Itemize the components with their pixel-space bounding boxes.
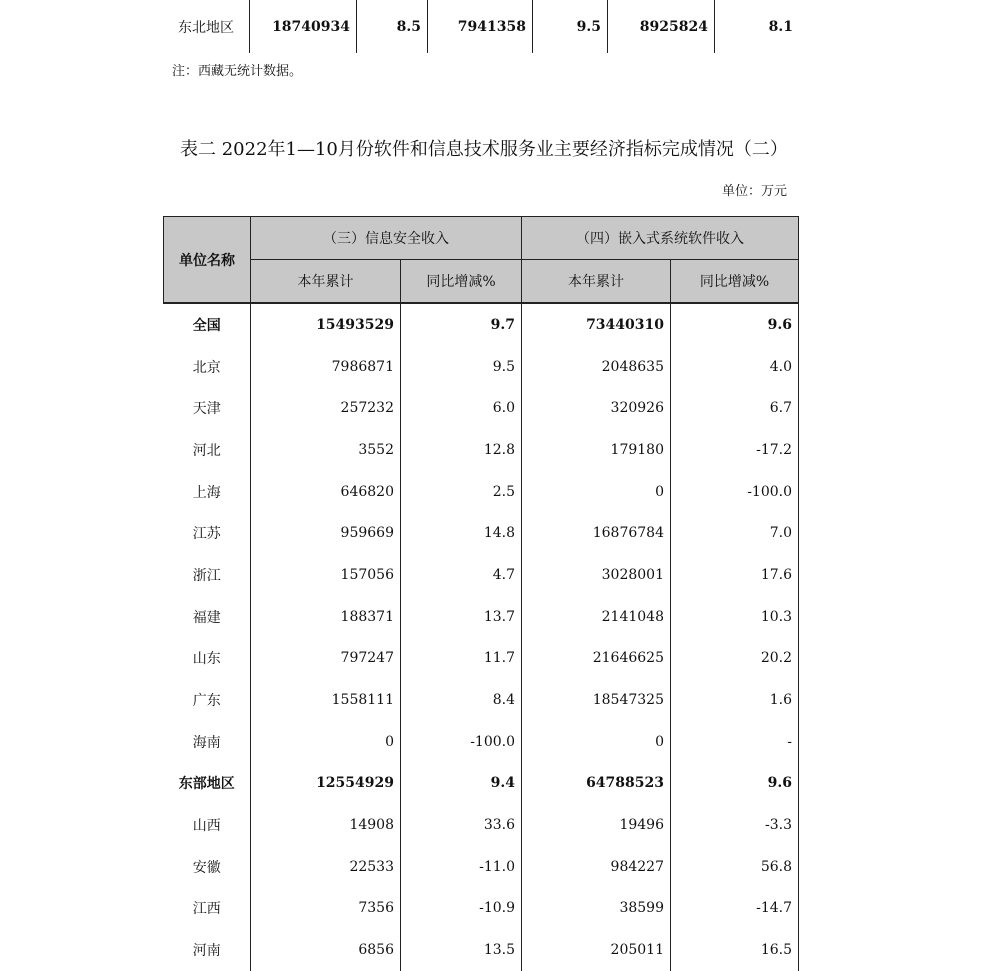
table-row [164, 346, 799, 388]
yoy-cell: -3.3 [671, 804, 799, 846]
yoy-cell: 13.7 [401, 596, 522, 638]
cumulative-cell: 0 [522, 721, 671, 763]
region-cell: 广东 [164, 679, 251, 721]
table-row [164, 303, 799, 346]
yoy-cell: -17.2 [671, 429, 799, 471]
yoy-cell: 9.4 [401, 763, 522, 805]
header-row-group [164, 217, 799, 260]
table-row [164, 512, 799, 554]
region-cell: 浙江 [164, 554, 251, 596]
region-cell: 北京 [164, 346, 251, 388]
region-cell: 福建 [164, 596, 251, 638]
yoy-cell: 13.5 [401, 929, 522, 971]
yoy-header: 同比增减% [671, 260, 799, 304]
unit-label: 单位：万元 [722, 184, 788, 199]
yoy-cell: -100.0 [401, 721, 522, 763]
cumulative-cell: 157056 [251, 554, 401, 596]
region-cell: 上海 [164, 471, 251, 513]
cumulative-cell: 16876784 [522, 512, 671, 554]
table-title: 表二 2022年1—10月份软件和信息技术服务业主要经济指标完成情况（二） [180, 139, 788, 160]
table-row [164, 721, 799, 763]
region-cell: 江苏 [164, 512, 251, 554]
yoy-cell: 10.3 [671, 596, 799, 638]
cumulative-cell: 22533 [251, 846, 401, 888]
region-header: 单位名称 [164, 217, 251, 304]
cumulative-cell: 3552 [251, 429, 401, 471]
yoy-cell: 6.7 [671, 387, 799, 429]
cumulative-cell: 0 [522, 471, 671, 513]
table-row [164, 804, 799, 846]
cumulative-cell: 6856 [251, 929, 401, 971]
yoy-cell: 9.5 [401, 346, 522, 388]
table-row [164, 763, 799, 805]
cumulative-cell: 179180 [522, 429, 671, 471]
yoy-cell: 17.6 [671, 554, 799, 596]
cumulative-header: 本年累计 [522, 260, 671, 304]
cumulative-cell: 188371 [251, 596, 401, 638]
yoy-cell: 14.8 [401, 512, 522, 554]
table-row [164, 554, 799, 596]
cumulative-cell: 21646625 [522, 638, 671, 680]
table-row [164, 846, 799, 888]
region-cell: 东北地区 [178, 19, 234, 36]
region-cell: 全国 [164, 303, 251, 346]
yoy-cell: 11.7 [401, 638, 522, 680]
yoy-cell: 9.7 [401, 303, 522, 346]
group-header-info-security: （三）信息安全收入 [251, 217, 522, 260]
cumulative-cell: 19496 [522, 804, 671, 846]
cumulative-cell: 12554929 [251, 763, 401, 805]
table-row [164, 679, 799, 721]
yoy-cell: -10.9 [401, 888, 522, 930]
yoy-cell: 8.4 [401, 679, 522, 721]
table-row [164, 596, 799, 638]
yoy-cell: 9.6 [671, 763, 799, 805]
value-cell: 9.5 [533, 0, 608, 53]
yoy-cell: 56.8 [671, 846, 799, 888]
table-row [164, 387, 799, 429]
yoy-cell: 1.6 [671, 679, 799, 721]
region-cell: 山西 [164, 804, 251, 846]
value-cell: 8925824 [608, 0, 715, 53]
region-cell: 天津 [164, 387, 251, 429]
group-header-embedded-software: （四）嵌入式系统软件收入 [522, 217, 799, 260]
table-body [164, 303, 799, 971]
region-cell: 海南 [164, 721, 251, 763]
cumulative-cell: 205011 [522, 929, 671, 971]
cumulative-header: 本年累计 [251, 260, 401, 304]
value-cell: 8.5 [357, 0, 428, 53]
cumulative-cell: 257232 [251, 387, 401, 429]
yoy-cell: 4.7 [401, 554, 522, 596]
region-cell: 安徽 [164, 846, 251, 888]
yoy-cell: -14.7 [671, 888, 799, 930]
cumulative-cell: 64788523 [522, 763, 671, 805]
header-row-sub [164, 260, 799, 304]
value-cell: 18740934 [250, 0, 357, 53]
cumulative-cell: 1558111 [251, 679, 401, 721]
cumulative-cell: 0 [251, 721, 401, 763]
table-row [164, 471, 799, 513]
yoy-cell: 7.0 [671, 512, 799, 554]
previous-table-fragment [163, 0, 799, 53]
cumulative-cell: 646820 [251, 471, 401, 513]
table-note: 注：西藏无统计数据。 [172, 64, 303, 79]
cumulative-cell: 2141048 [522, 596, 671, 638]
region-cell: 东部地区 [164, 763, 251, 805]
yoy-cell: 12.8 [401, 429, 522, 471]
cumulative-cell: 959669 [251, 512, 401, 554]
cumulative-cell: 3028001 [522, 554, 671, 596]
yoy-cell: 2.5 [401, 471, 522, 513]
table-row [164, 638, 799, 680]
table-row [164, 429, 799, 471]
cumulative-cell: 15493529 [251, 303, 401, 346]
value-cell: 7941358 [428, 0, 533, 53]
value-cell: 8.1 [715, 0, 800, 53]
cumulative-cell: 2048635 [522, 346, 671, 388]
yoy-cell: -100.0 [671, 471, 799, 513]
yoy-header: 同比增减% [401, 260, 522, 304]
table-row [164, 888, 799, 930]
cumulative-cell: 18547325 [522, 679, 671, 721]
cumulative-cell: 7986871 [251, 346, 401, 388]
table-row [164, 929, 799, 971]
cumulative-cell: 73440310 [522, 303, 671, 346]
yoy-cell: 9.6 [671, 303, 799, 346]
region-cell: 河北 [164, 429, 251, 471]
cumulative-cell: 14908 [251, 804, 401, 846]
region-cell: 山东 [164, 638, 251, 680]
cumulative-cell: 797247 [251, 638, 401, 680]
yoy-cell: - [671, 721, 799, 763]
indicator-table [163, 216, 799, 971]
yoy-cell: 20.2 [671, 638, 799, 680]
yoy-cell: 16.5 [671, 929, 799, 971]
yoy-cell: 4.0 [671, 346, 799, 388]
region-cell: 河南 [164, 929, 251, 971]
cumulative-cell: 984227 [522, 846, 671, 888]
cumulative-cell: 320926 [522, 387, 671, 429]
table-row [163, 0, 799, 53]
yoy-cell: 6.0 [401, 387, 522, 429]
cumulative-cell: 38599 [522, 888, 671, 930]
yoy-cell: 33.6 [401, 804, 522, 846]
region-cell: 江西 [164, 888, 251, 930]
yoy-cell: -11.0 [401, 846, 522, 888]
cumulative-cell: 7356 [251, 888, 401, 930]
